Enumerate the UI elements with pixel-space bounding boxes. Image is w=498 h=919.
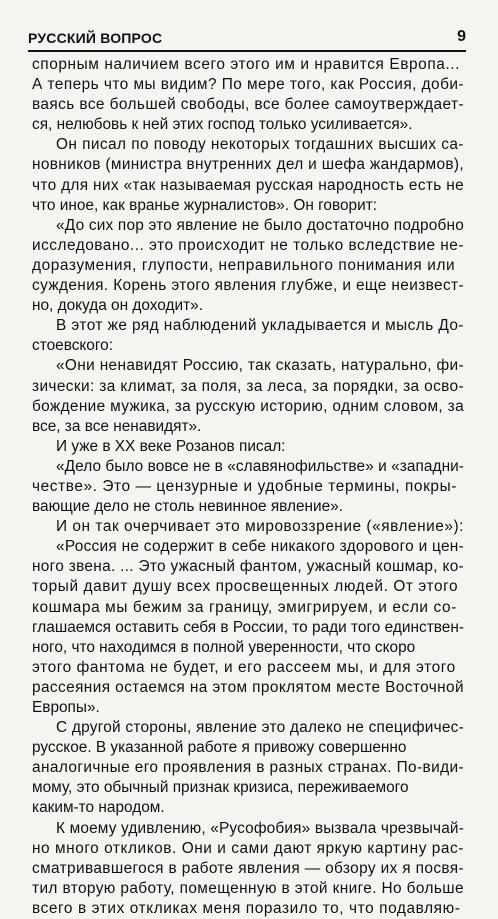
text-line: К моему удивлению, «Русофобия» вызвала чрезвычай-	[56, 819, 464, 837]
text-line: что иное, как вранье журналистов». Он говорит:	[32, 196, 378, 214]
text-line: ного звена. ... Это ужасный фантом, ужасный кошмар, ко-	[32, 558, 464, 576]
text-line: что для них «так называемая русская народность есть не	[32, 176, 464, 194]
text-line: русское. В указанной работе я привожу совершенно	[32, 739, 407, 757]
text-line: рассеяния остаемся на этом проклятом месте Восточной	[32, 678, 464, 696]
text-line: «Они ненавидят Россию, так сказать, натурально, фи-	[56, 357, 464, 375]
text-line: аналогичные его проявления в разных странах. По-види-	[32, 759, 464, 777]
text-line: тил вторую работу, помещенную в этой книге. Но больше	[32, 879, 464, 897]
text-line: глашаемся оставить себя в России, то ради того единствен-	[32, 618, 464, 636]
text-line: каким-то народом.	[32, 799, 165, 817]
text-line: зически: за климат, за поля, за леса, за порядки, за осво-	[32, 377, 464, 395]
text-line: всего в этих откликах меня поразило то, что подавляю-	[32, 899, 461, 917]
text-line: ного, что находимся в полной уверенности, что скоро	[32, 638, 416, 656]
text-line: вающие дело не столь невинное явление».	[32, 498, 344, 516]
text-line: Он писал по поводу некоторых тогдашних высших са-	[56, 136, 464, 154]
text-line: И уже в XX веке Розанов писал:	[56, 437, 286, 455]
text-line: все, за все ненавидят».	[32, 417, 202, 435]
page-number: 9	[457, 28, 466, 45]
text-line: И он так очерчивает это мировоззрение («явление»):	[56, 518, 464, 536]
text-line: но много откликов. Они и сами дают яркую картину рас-	[32, 839, 464, 857]
text-line: этого фантома не будет, и его рассеем мы, и для этого	[32, 658, 456, 676]
text-line: стоевского:	[32, 337, 113, 355]
page-header	[28, 28, 470, 50]
text-line: «Россия не содержит в себе никакого здорового и цен-	[56, 538, 464, 556]
running-title: РУССКИЙ ВОПРОС	[28, 30, 163, 46]
text-line: торый давит душу всех просвещенных людей. От этого	[32, 578, 459, 596]
text-line: Европы».	[32, 699, 100, 716]
text-line: доразумения, глупости, неправильного понимания или	[32, 256, 456, 274]
text-line: спорным наличием всего этого им и нравится Европа...	[32, 56, 461, 73]
text-line: мому, это обычный признак кризиса, переживаемого	[32, 779, 409, 797]
body-text	[32, 55, 464, 919]
text-line: новников (министра внутренних дел и шефа жандармов),	[32, 156, 464, 174]
text-line: С другой стороны, явление это далеко не специфичес-	[56, 719, 464, 737]
text-line: но, докуда он доходит».	[32, 297, 203, 315]
text-line: В этот же ряд наблюдений укладывается и мысль До-	[56, 317, 464, 335]
text-line: суждения. Корень этого явления глубже, и еще неизвест-	[32, 277, 464, 295]
text-line: «Дело было вовсе не в «славянофильстве» и «западни-	[56, 457, 464, 475]
text-line: А теперь что мы видим? По мере того, как Россия, доби-	[32, 76, 464, 94]
text-line: бождение мужика, за русскую историю, одним словом, за	[32, 397, 464, 415]
text-line: кошмара мы бежим за границу, эмигрируем, и если со-	[32, 598, 457, 616]
text-line: честве». Это — цензурные и удобные термины, покры-	[32, 477, 457, 495]
text-line: сматривавшегося в работе явления — обзору их я посвя-	[32, 859, 464, 877]
header-rule	[28, 50, 466, 52]
text-line: ся, нелюбовь к ней этих господ только усиливается».	[32, 116, 413, 134]
text-line: исследовано... это происходит не только вследствие не-	[32, 236, 464, 254]
text-line: «До сих пор это явление не было достаточно подробно	[56, 216, 464, 234]
text-line: ваясь все большей свободы, все более самоутверждает-	[32, 96, 464, 114]
